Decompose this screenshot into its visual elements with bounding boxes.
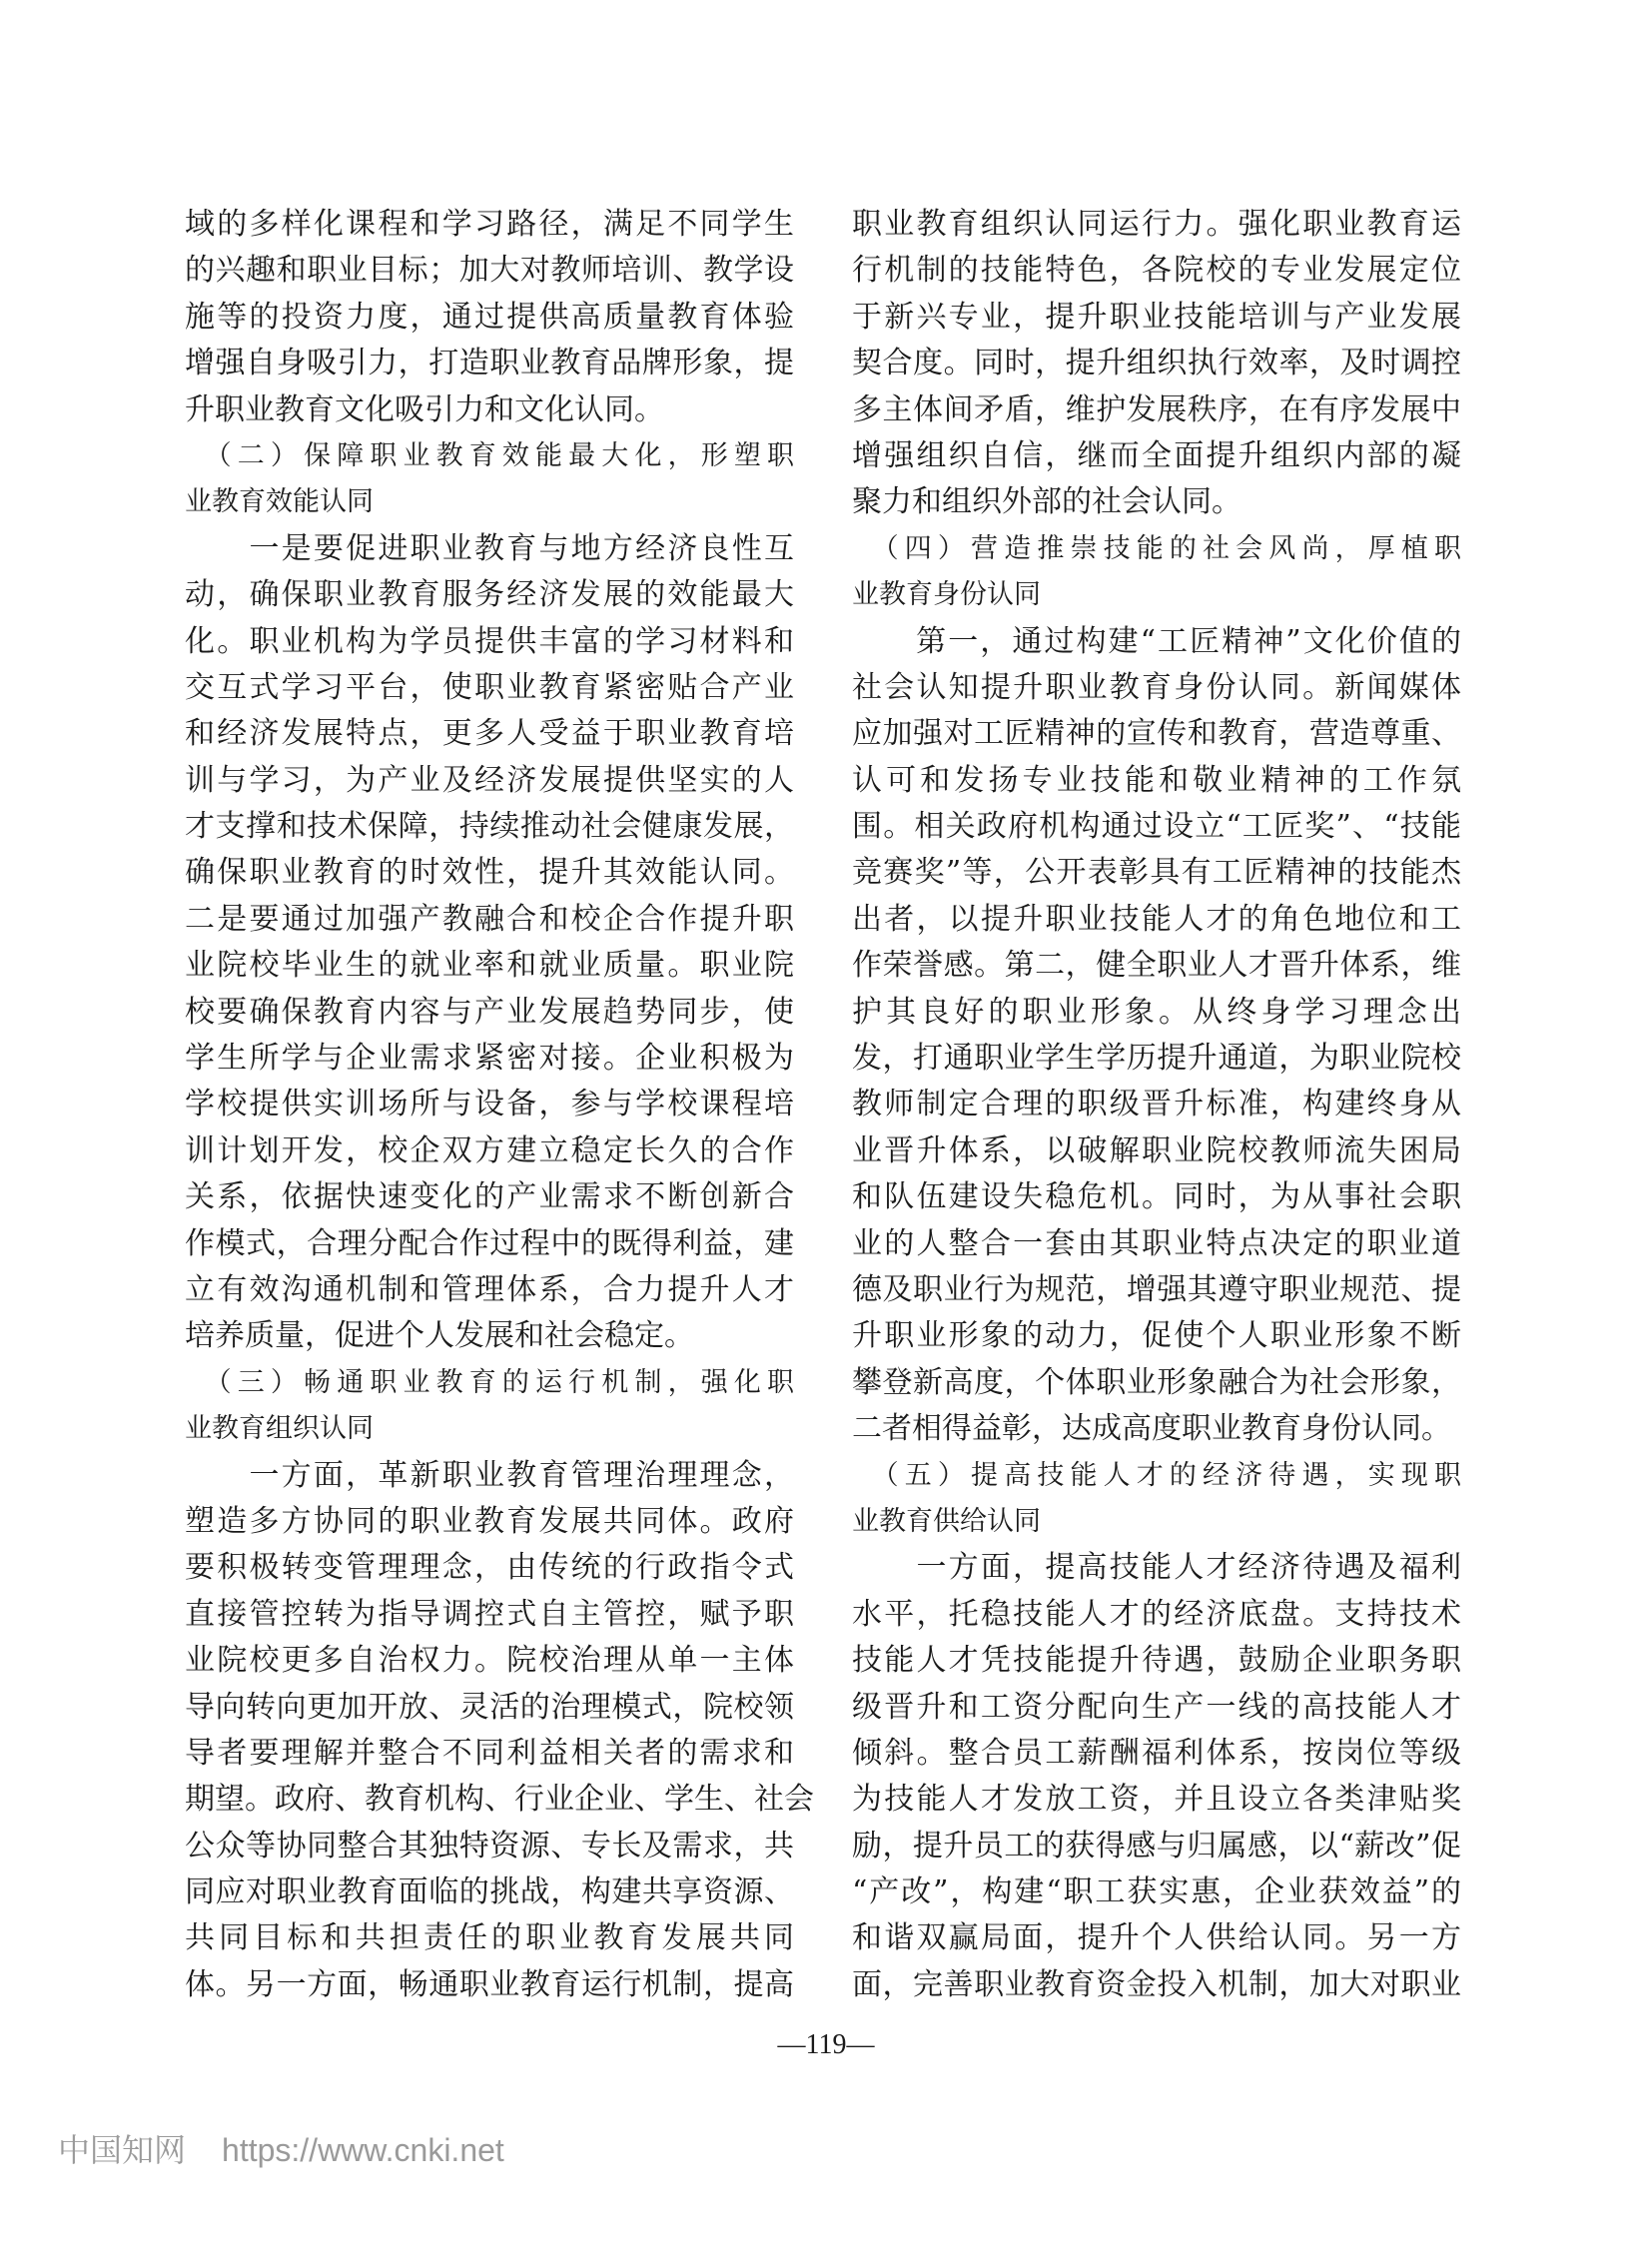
text-line: 出者，以提升职业技能人才的角色地位和工 xyxy=(852,901,1461,937)
text-line: 增强自身吸引力，打造职业教育品牌形象，提 xyxy=(185,346,794,381)
text-line: 升职业形象的动力，促使个人职业形象不断 xyxy=(852,1318,1461,1354)
text-line: 确保职业教育的时效性，提升其效能认同。 xyxy=(185,855,794,891)
text-line: 交互式学习平台，使职业教育紧密贴合产业 xyxy=(185,669,794,705)
text-line: 一是要促进职业教育与地方经济良性互 xyxy=(185,530,794,566)
watermark-url: https://www.cnki.net xyxy=(222,2132,504,2168)
text-line: 水平，托稳技能人才的经济底盘。支持技术 xyxy=(852,1596,1461,1632)
text-line: 同应对职业教育面临的挑战，构建共享资源、 xyxy=(185,1874,794,1910)
text-line: 关系，依据快速变化的产业需求不断创新合 xyxy=(185,1179,794,1215)
section-heading-line: （四）营造推崇技能的社会风尚，厚植职 xyxy=(852,532,1461,564)
text-line: 应加强对工匠精神的宣传和教育，营造尊重、 xyxy=(852,716,1461,752)
text-line: 训与学习，为产业及经济发展提供坚实的人 xyxy=(185,762,794,798)
text-line: 业晋升体系，以破解职业院校教师流失困局 xyxy=(852,1132,1461,1168)
text-line: 的兴趣和职业目标；加大对教师培训、教学设 xyxy=(185,253,794,289)
text-line: 护其良好的职业形象。从终身学习理念出 xyxy=(852,994,1461,1030)
text-line: 面，完善职业教育资金投入机制，加大对职业 xyxy=(852,1966,1461,2002)
text-line: 作荣誉感。第二，健全职业人才晋升体系，维 xyxy=(852,948,1461,984)
text-line: 行机制的技能特色，各院校的专业发展定位 xyxy=(852,253,1461,289)
text-line: 升职业教育文化吸引力和文化认同。 xyxy=(185,391,664,427)
text-line: 导者要理解并整合不同利益相关者的需求和 xyxy=(185,1735,794,1771)
text-line: 直接管控转为指导调控式自主管控，赋予职 xyxy=(185,1596,794,1632)
section-heading-line: （五）提高技能人才的经济待遇，实现职 xyxy=(852,1459,1461,1491)
text-line: 围。相关政府机构通过设立“工匠奖”、“技能 xyxy=(852,809,1461,845)
text-line: 一方面，革新职业教育管理治理理念， xyxy=(185,1457,794,1493)
text-line: 化。职业机构为学员提供丰富的学习材料和 xyxy=(185,623,794,659)
right-column xyxy=(852,202,1461,2008)
section-heading-line: （二）保障职业教育效能最大化，形塑职 xyxy=(185,439,794,471)
text-line: 德及职业行为规范，增强其遵守职业规范、提 xyxy=(852,1271,1461,1307)
text-line: “产改”，构建“职工获实惠，企业获效益”的 xyxy=(852,1874,1461,1910)
section-heading-line: 业教育效能认同 xyxy=(185,486,374,518)
text-line: 作模式，合理分配合作过程中的既得利益，建 xyxy=(185,1225,794,1261)
text-line: 施等的投资力度，通过提供高质量教育体验 xyxy=(185,299,794,335)
watermark-name: 中国知网 xyxy=(58,2132,187,2168)
text-line: 攀登新高度，个体职业形象融合为社会形象， xyxy=(852,1364,1461,1400)
text-line: 一方面，提高技能人才经济待遇及福利 xyxy=(852,1550,1461,1586)
section-heading-line: 业教育组织认同 xyxy=(185,1413,374,1445)
text-line: 训计划开发，校企双方建立稳定长久的合作 xyxy=(185,1132,794,1168)
text-line: 导向转向更加开放、灵活的治理模式，院校领 xyxy=(185,1689,794,1725)
page-number: —119— xyxy=(777,2029,875,2060)
text-line: 体。另一方面，畅通职业教育运行机制，提高 xyxy=(185,1966,794,2002)
text-line: 塑造多方协同的职业教育发展共同体。政府 xyxy=(185,1503,794,1539)
cnki-watermark xyxy=(58,2125,504,2171)
text-line: 和经济发展特点，更多人受益于职业教育培 xyxy=(185,716,794,752)
text-line: 培养质量，促进个人发展和社会稳定。 xyxy=(185,1318,694,1354)
text-line: 和队伍建设失稳危机。同时，为从事社会职 xyxy=(852,1179,1461,1215)
text-line: 业院校更多自治权力。院校治理从单一主体 xyxy=(185,1643,794,1679)
text-line: 第一，通过构建“工匠精神”文化价值的 xyxy=(852,623,1461,659)
text-line: 才支撑和技术保障，持续推动社会健康发展， xyxy=(185,809,794,845)
text-line: 动，确保职业教育服务经济发展的效能最大 xyxy=(185,577,794,613)
section-heading-line: 业教育供给认同 xyxy=(852,1505,1041,1537)
text-line: 竞赛奖”等，公开表彰具有工匠精神的技能杰 xyxy=(852,855,1461,891)
text-line: 教师制定合理的职级晋升标准，构建终身从 xyxy=(852,1087,1461,1122)
text-line: 职业教育组织认同运行力。强化职业教育运 xyxy=(852,207,1461,242)
left-column xyxy=(185,202,814,2008)
text-line: 和谐双赢局面，提升个人供给认同。另一方 xyxy=(852,1920,1461,1956)
text-line: 励，提升员工的获得感与归属感，以“薪改”促 xyxy=(852,1828,1461,1864)
text-line: 二者相得益彰，达成高度职业教育身份认同。 xyxy=(852,1411,1451,1447)
text-line: 立有效沟通机制和管理体系，合力提升人才 xyxy=(185,1271,794,1307)
text-line: 社会认知提升职业教育身份认同。新闻媒体 xyxy=(852,669,1461,705)
text-line: 二是要通过加强产教融合和校企合作提升职 xyxy=(185,901,794,937)
text-line: 业院校毕业生的就业率和就业质量。职业院 xyxy=(185,948,794,984)
text-line: 共同目标和共担责任的职业教育发展共同 xyxy=(185,1920,794,1956)
text-line: 级晋升和工资分配向生产一线的高技能人才 xyxy=(852,1689,1461,1725)
text-line: 业的人整合一套由其职业特点决定的职业道 xyxy=(852,1225,1461,1261)
text-line: 契合度。同时，提升组织执行效率，及时调控 xyxy=(852,346,1461,381)
text-line: 学校提供实训场所与设备，参与学校课程培 xyxy=(185,1087,794,1122)
text-line: 多主体间矛盾，维护发展秩序，在有序发展中 xyxy=(852,391,1461,427)
text-line: 技能人才凭技能提升待遇，鼓励企业职务职 xyxy=(852,1643,1461,1679)
section-heading-line: （三）畅通职业教育的运行机制，强化职 xyxy=(185,1366,794,1398)
text-line: 聚力和组织外部的社会认同。 xyxy=(852,484,1241,520)
text-line: 认可和发扬专业技能和敬业精神的工作氛 xyxy=(852,762,1461,798)
text-line: 公众等协同整合其独特资源、专长及需求，共 xyxy=(185,1828,794,1864)
text-line: 发，打通职业学生学历提升通道，为职业院校 xyxy=(852,1041,1461,1077)
text-line: 倾斜。整合员工薪酬福利体系，按岗位等级 xyxy=(852,1735,1461,1771)
text-line: 于新兴专业，提升职业技能培训与产业发展 xyxy=(852,299,1461,335)
text-line: 校要确保教育内容与产业发展趋势同步，使 xyxy=(185,994,794,1030)
text-line: 增强组织自信，继而全面提升组织内部的凝 xyxy=(852,437,1461,473)
text-line: 域的多样化课程和学习路径，满足不同学生 xyxy=(185,207,794,242)
text-line: 学生所学与企业需求紧密对接。企业积极为 xyxy=(185,1041,794,1077)
text-line: 期望。政府、教育机构、行业企业、学生、社会 xyxy=(185,1782,814,1818)
section-heading-line: 业教育身份认同 xyxy=(852,579,1041,611)
text-line: 要积极转变管理理念，由传统的行政指令式 xyxy=(185,1550,794,1586)
text-line: 为技能人才发放工资，并且设立各类津贴奖 xyxy=(852,1782,1461,1818)
